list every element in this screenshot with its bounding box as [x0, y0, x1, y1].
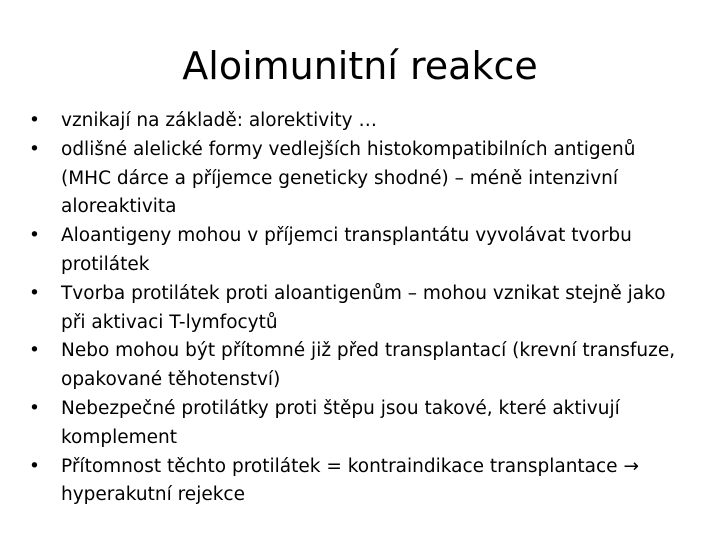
bullet-item [29, 280, 713, 338]
bullet-item [29, 136, 713, 222]
bullet-text: Nebezpečné protilátky proti štěpu jsou takové, které aktivují [61, 397, 620, 419]
bullet-dot-icon: • [29, 110, 40, 131]
bullet-item [29, 395, 713, 453]
bullet-dot-icon: • [29, 225, 40, 247]
bullet-dot-icon: • [29, 138, 40, 160]
bullet-text: (MHC dárce a příjemce geneticky shodné) – méně intenzivní [61, 167, 619, 189]
bullet-text: aloreaktivita [61, 196, 177, 218]
bullet-dot-icon: • [29, 340, 40, 362]
bullet-item [29, 107, 713, 136]
bullet-dot-icon: • [29, 455, 40, 477]
bullet-text: hyperakutní rejekce [61, 484, 245, 506]
bullet-text: odlišné alelické formy vedlejších histokompatibilních antigenů [61, 138, 636, 160]
bullet-text: při aktivaci T-lymfocytů [61, 311, 278, 333]
bullet-text: Přítomnost těchto protilátek = kontraindikace transplantace → [61, 455, 639, 477]
bullet-list [29, 107, 713, 510]
bullet-text: vznikají na základě: alorektivity … [61, 110, 377, 131]
bullet-text: komplement [61, 426, 178, 448]
bullet-text: protilátek [61, 253, 150, 275]
bullet-text: Aloantigeny mohou v příjemci transplantátu vyvolávat tvorbu [61, 225, 632, 247]
bullet-item [29, 222, 713, 280]
bullet-text: Tvorba protilátek proti aloantigenům – mohou vznikat stejně jako [61, 282, 666, 304]
bullet-text: Nebo mohou být přítomné již před transplantací (krevní transfuze, [61, 340, 676, 362]
bullet-dot-icon: • [29, 282, 40, 304]
slide-title: Aloimunitní reakce [182, 44, 538, 88]
bullet-item [29, 453, 713, 511]
bullet-text: opakované těhotenství) [61, 369, 281, 391]
bullet-dot-icon: • [29, 397, 40, 419]
bullet-item [29, 337, 713, 395]
